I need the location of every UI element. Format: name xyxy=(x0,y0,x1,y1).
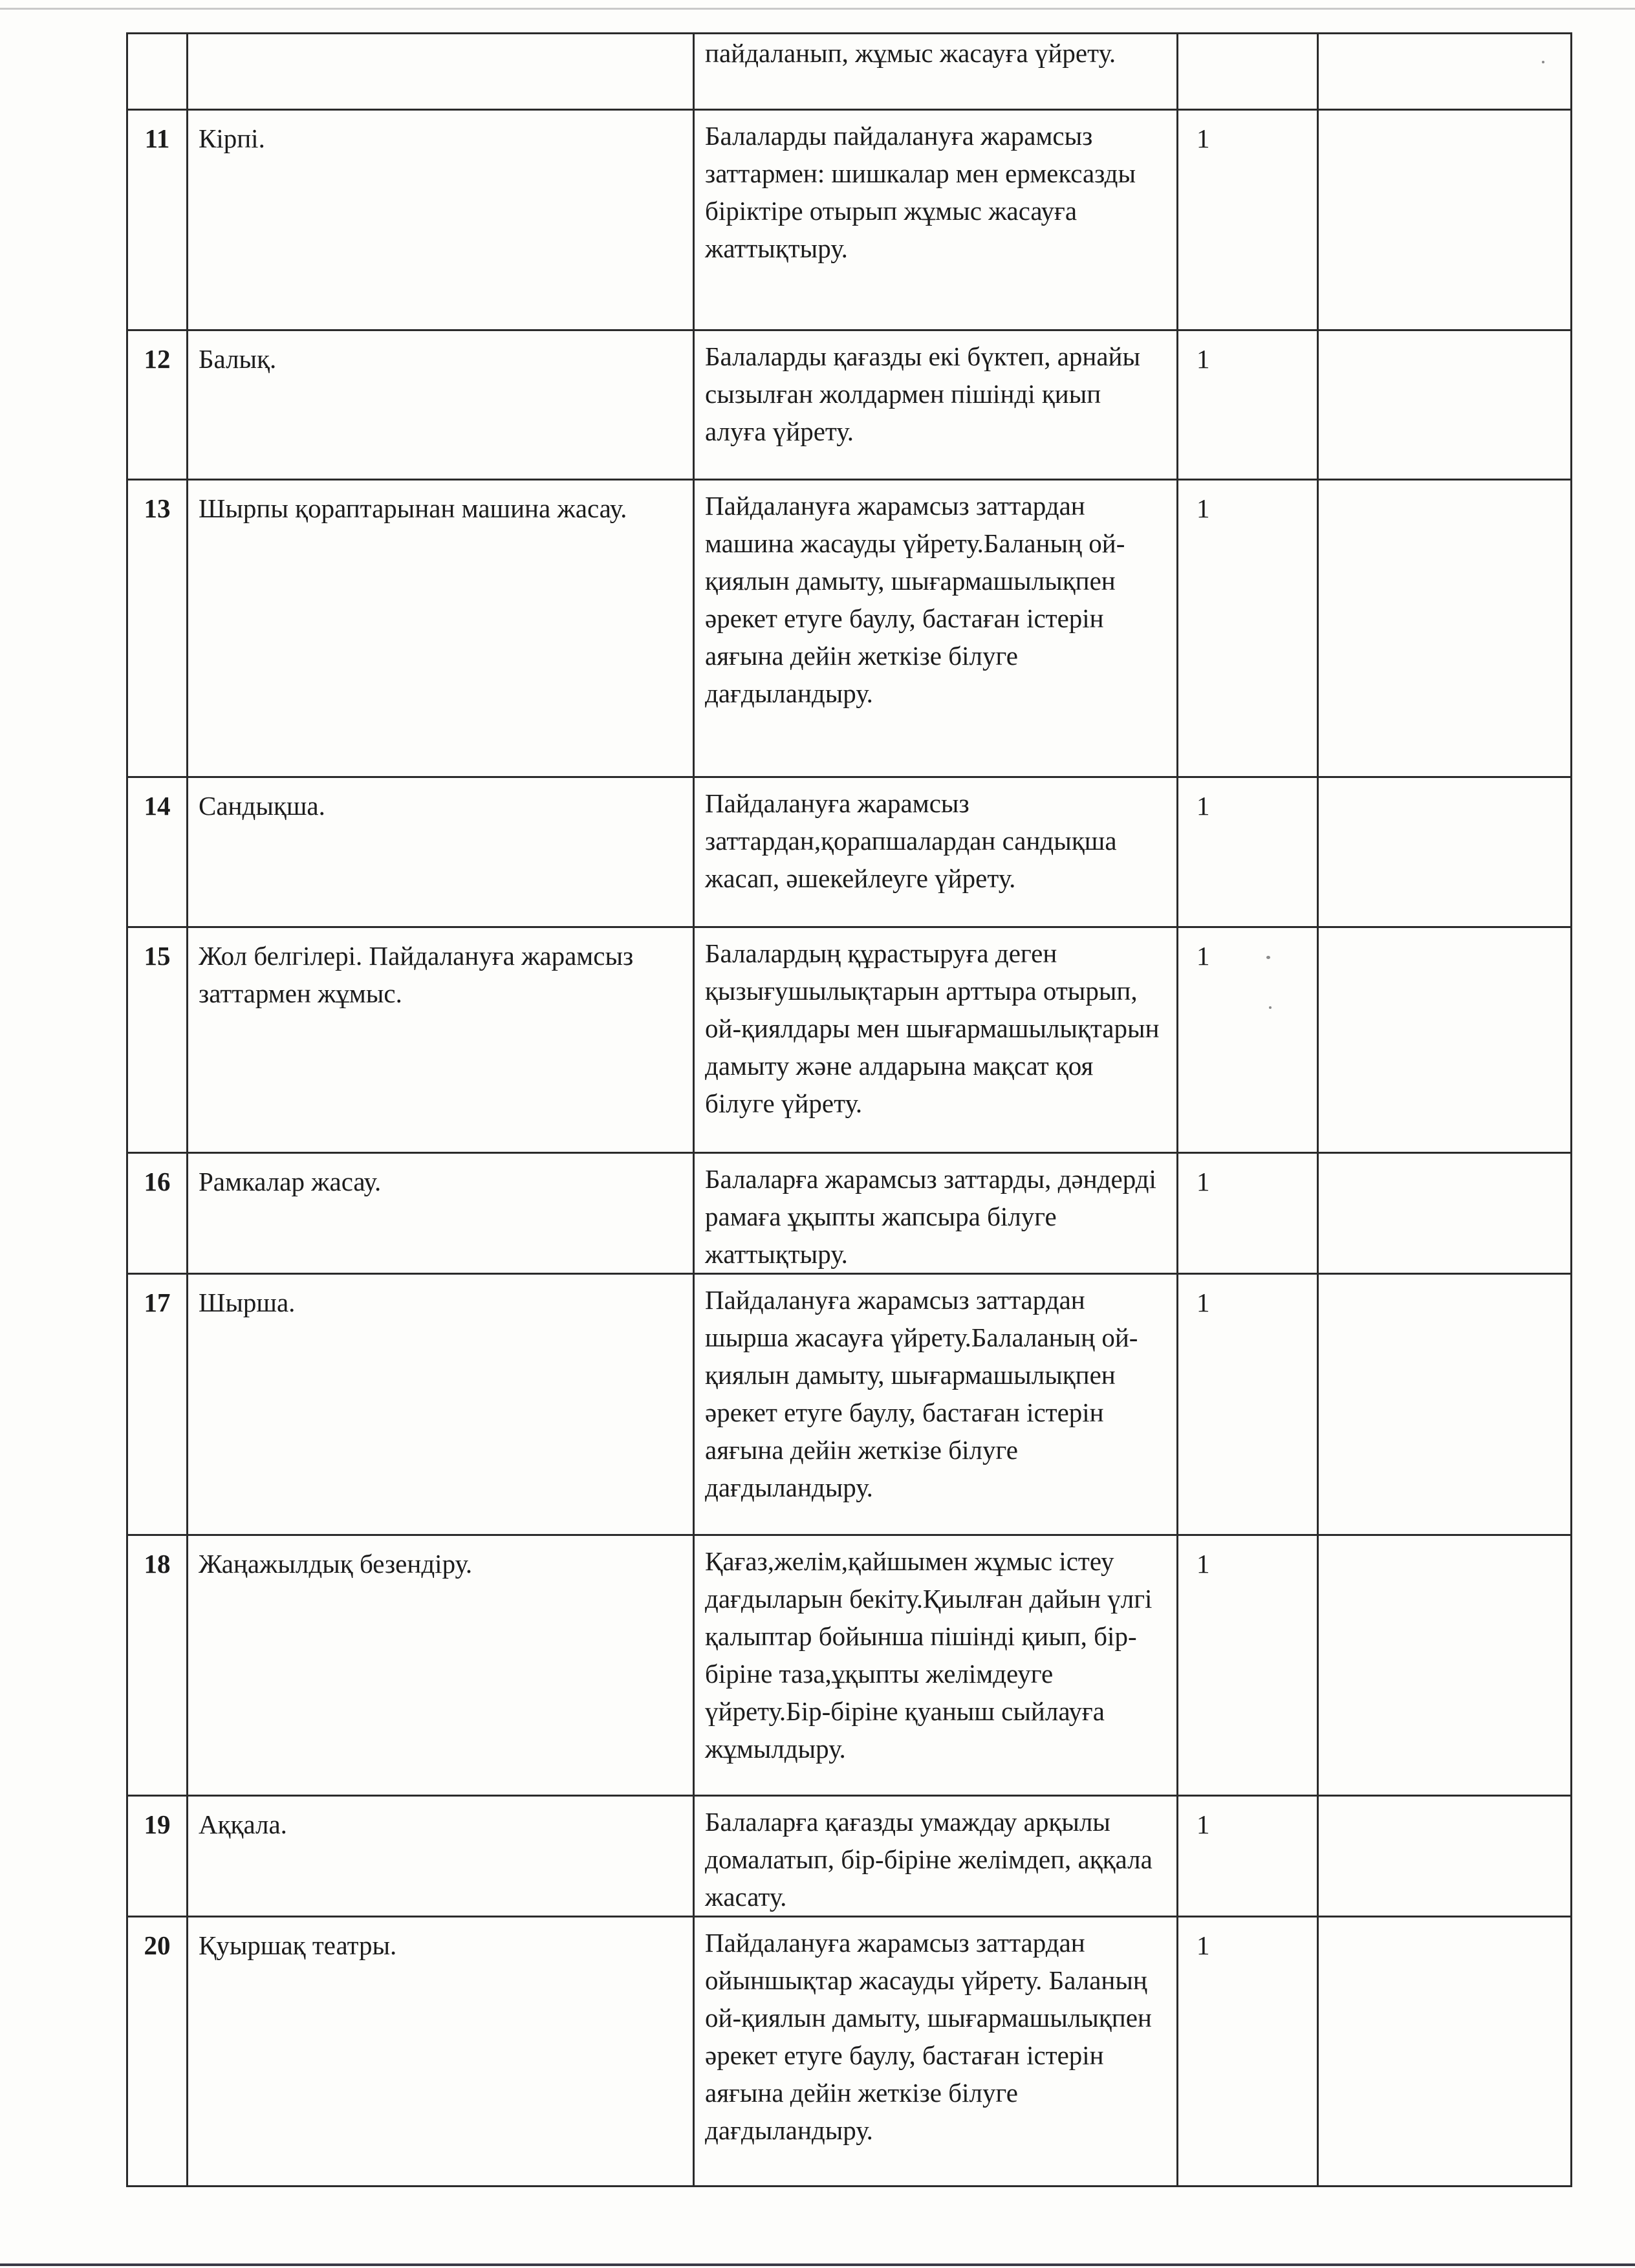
scan-speck xyxy=(1542,61,1544,63)
row-description: Пайдалануға жарамсыз заттардан машина жасауды үйрету.Баланың ой-қиялын дамыту, шығармашылықпен әрекет етуге баулу, бастаған істерін аяғына дейін жеткізе білуге дағдыландыру. xyxy=(694,480,1178,777)
row-hours: 1 xyxy=(1178,777,1318,927)
row-notes xyxy=(1318,110,1572,330)
scan-bottom-edge xyxy=(0,2263,1635,2266)
lesson-plan-table xyxy=(126,32,1572,2187)
row-number: 14 xyxy=(127,777,188,927)
table-row xyxy=(127,480,1572,777)
row-hours: 1 xyxy=(1178,1535,1318,1796)
row-number xyxy=(127,34,188,110)
row-description: пайдаланып, жұмыс жасауға үйрету. xyxy=(694,34,1178,110)
row-notes xyxy=(1318,330,1572,480)
table-row xyxy=(127,330,1572,480)
row-topic: Сандықша. xyxy=(188,777,694,927)
row-topic: Шырша. xyxy=(188,1274,694,1535)
row-notes xyxy=(1318,34,1572,110)
row-description: Балалардың құрастыруға деген қызығушылықтарын арттыра отырып, ой-қиялдары мен шығармашылықтарын дамыту және алдарына мақсат қоя білуге үйрету. xyxy=(694,927,1178,1153)
row-description: Пайдалануға жарамсыз заттардан ойыншықтар жасауды үйрету. Баланың ой-қиялын дамыту, шығармашылықпен әрекет етуге баулу, бастаған істерін аяғына дейін жеткізе білуге дағдыландыру. xyxy=(694,1917,1178,2187)
row-description: Балаларға қағазды умаждау арқылы домалатып, бір-біріне желімдеп, аққала жасату. xyxy=(694,1796,1178,1917)
row-number: 17 xyxy=(127,1274,188,1535)
row-description: Балаларды қағазды екі бүктеп, арнайы сызылған жолдармен пішінді қиып алуға үйрету. xyxy=(694,330,1178,480)
row-number: 19 xyxy=(127,1796,188,1917)
row-notes xyxy=(1318,1796,1572,1917)
row-number: 12 xyxy=(127,330,188,480)
row-hours: 1 xyxy=(1178,927,1318,1153)
table-row xyxy=(127,1153,1572,1274)
scan-speck xyxy=(1269,1006,1272,1009)
table-row xyxy=(127,1796,1572,1917)
table-row xyxy=(127,1917,1572,2187)
row-description: Қағаз,желім,қайшымен жұмыс істеу дағдыларын бекіту.Қиылған дайын үлгі қалыптар бойынша пішінді қиып, бір-біріне таза,ұқыпты желімдеуге үйрету.Бір-біріне қуаныш сыйлауға жұмылдыру. xyxy=(694,1535,1178,1796)
table-row xyxy=(127,777,1572,927)
row-topic xyxy=(188,34,694,110)
row-hours: 1 xyxy=(1178,1796,1318,1917)
row-topic: Жол белгілері. Пайдалануға жарамсыз заттармен жұмыс. xyxy=(188,927,694,1153)
row-topic: Балық. xyxy=(188,330,694,480)
row-topic: Кірпі. xyxy=(188,110,694,330)
row-description: Балаларды пайдалануға жарамсыз заттармен: шишкалар мен ермексазды біріктіре отырып жұмыс жасауға жаттықтыру. xyxy=(694,110,1178,330)
table-row xyxy=(127,1274,1572,1535)
row-notes xyxy=(1318,927,1572,1153)
row-number: 11 xyxy=(127,110,188,330)
row-hours: 1 xyxy=(1178,110,1318,330)
row-hours: 1 xyxy=(1178,1917,1318,2187)
row-number: 15 xyxy=(127,927,188,1153)
row-notes xyxy=(1318,1153,1572,1274)
row-number: 13 xyxy=(127,480,188,777)
row-number: 18 xyxy=(127,1535,188,1796)
row-description: Балаларға жарамсыз заттарды, дәндерді рамаға ұқыпты жапсыра білуге жаттықтыру. xyxy=(694,1153,1178,1274)
row-hours xyxy=(1178,34,1318,110)
scan-top-edge xyxy=(0,8,1635,10)
row-topic: Шырпы қораптарынан машина жасау. xyxy=(188,480,694,777)
row-hours: 1 xyxy=(1178,480,1318,777)
row-topic: Рамкалар жасау. xyxy=(188,1153,694,1274)
table-row xyxy=(127,1535,1572,1796)
table-row xyxy=(127,110,1572,330)
row-notes xyxy=(1318,777,1572,927)
row-topic: Қуыршақ театры. xyxy=(188,1917,694,2187)
row-description: Пайдалануға жарамсыз заттардан шырша жасауға үйрету.Балаланың ой-қиялын дамыту, шығармашылықпен әрекет етуге баулу, бастаған істерін аяғына дейін жеткізе білуге дағдыландыру. xyxy=(694,1274,1178,1535)
row-hours: 1 xyxy=(1178,1274,1318,1535)
row-notes xyxy=(1318,1535,1572,1796)
row-notes xyxy=(1318,1274,1572,1535)
table-row xyxy=(127,34,1572,110)
row-hours: 1 xyxy=(1178,1153,1318,1274)
row-hours: 1 xyxy=(1178,330,1318,480)
row-number: 20 xyxy=(127,1917,188,2187)
row-notes xyxy=(1318,1917,1572,2187)
row-description: Пайдалануға жарамсыз заттардан,қорапшалардан сандықша жасап, әшекейлеуге үйрету. xyxy=(694,777,1178,927)
scan-speck xyxy=(1266,956,1270,959)
table-row xyxy=(127,927,1572,1153)
row-number: 16 xyxy=(127,1153,188,1274)
row-topic: Аққала. xyxy=(188,1796,694,1917)
row-topic: Жаңажылдық безендіру. xyxy=(188,1535,694,1796)
row-notes xyxy=(1318,480,1572,777)
